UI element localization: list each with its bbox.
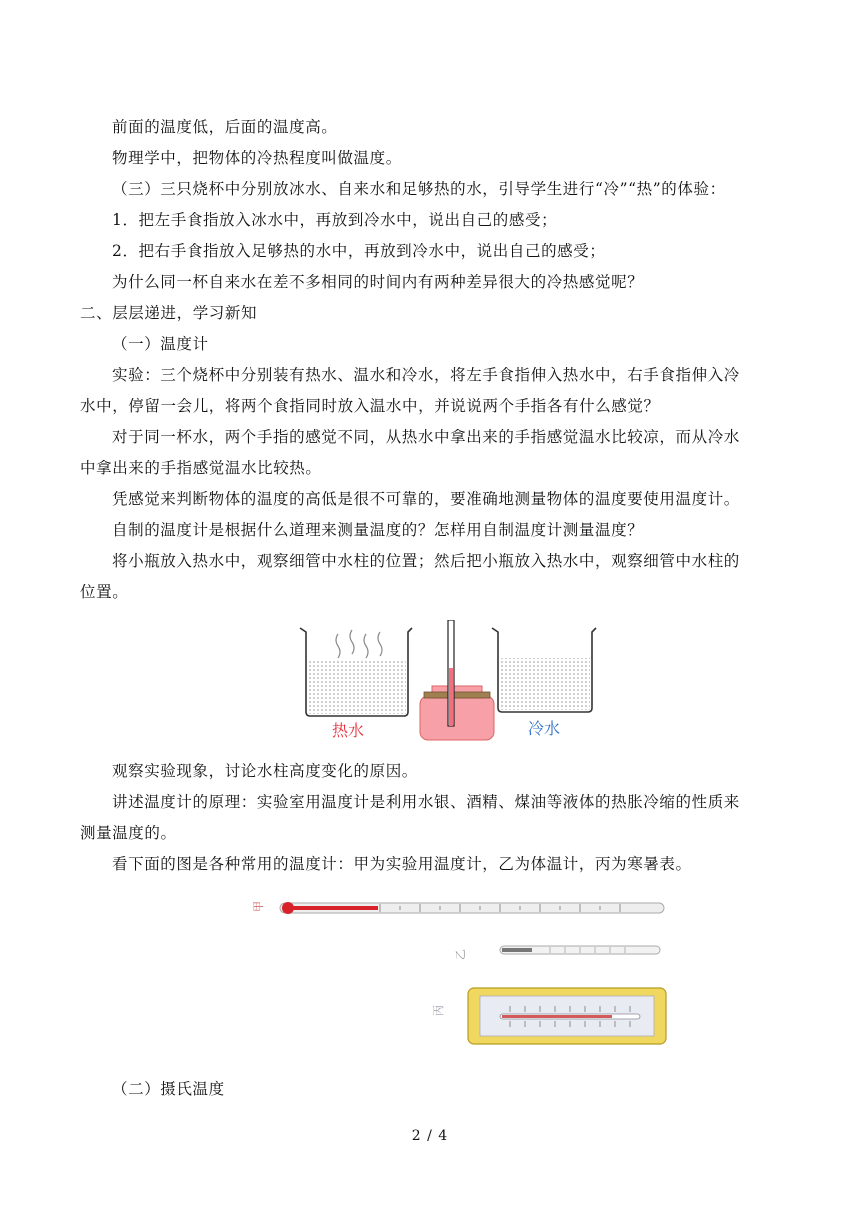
paragraph: 2．把右手食指放入足够热的水中，再放到冷水中，说出自己的感受； [112,242,606,260]
cold-water-beaker [492,628,596,712]
subsection-heading: （一）温度计 [112,335,209,353]
thermometer-experiment-figure [292,620,602,744]
room-thermometer [468,988,666,1044]
paragraph: 凭感觉来判断物体的温度的高低是很不可靠的，要准确地测量物体的温度要使用温度计。 [112,490,740,508]
bottle-with-tube [420,620,494,740]
paragraph: （三）三只烧杯中分别放冰水、自来水和足够热的水，引导学生进行“冷”“热”的体验： [112,180,726,198]
paragraph: 中拿出来的手指感觉温水比较热。 [80,459,322,477]
paragraph: 自制的温度计是根据什么道理来测量温度的？怎样用自制温度计测量温度？ [112,521,644,539]
paragraph: 位置。 [80,583,129,601]
lab-thermometer [280,902,664,914]
paragraph: 实验：三个烧杯中分别装有热水、温水和冷水，将左手食指伸入热水中，右手食指伸入冷 [112,366,740,384]
paragraph: 1．把左手食指放入冰水中，再放到冷水中，说出自己的感受； [112,211,558,229]
thermometer-types-figure [250,888,670,1058]
paragraph: 观察实验现象，讨论水柱高度变化的原因。 [112,762,418,780]
paragraph: 水中，停留一会儿，将两个食指同时放入温水中，并说说两个手指各有什么感觉？ [80,397,660,415]
section-heading: 二、层层递进，学习新知 [80,304,258,322]
clinical-thermometer [500,946,660,954]
label-c: 丙 [432,1005,445,1016]
cold-water-label: 冷水 [528,719,561,738]
paragraph: 为什么同一杯自来水在差不多相同的时间内有两种差异很大的冷热感觉呢？ [112,273,644,291]
subsection-heading: （二）摄氏温度 [112,1080,225,1098]
paragraph: 对于同一杯水，两个手指的感觉不同，从热水中拿出来的手指感觉温水比较凉，而从冷水 [112,428,740,446]
label-b: 乙 [454,949,467,960]
paragraph: 将小瓶放入热水中，观察细管中水柱的位置；然后把小瓶放入热水中，观察细管中水柱的 [112,552,740,570]
hot-water-beaker [300,628,412,716]
paragraph: 测量温度的。 [80,824,177,842]
paragraph: 看下面的图是各种常用的温度计：甲为实验用温度计，乙为体温计，丙为寒暑表。 [112,855,692,873]
paragraph: 物理学中，把物体的冷热程度叫做温度。 [112,149,402,167]
paragraph: 讲述温度计的原理：实验室用温度计是利用水银、酒精、煤油等液体的热胀冷缩的性质来 [112,793,740,811]
label-a: 甲 [252,901,265,912]
hot-water-label: 热水 [332,721,365,740]
paragraph: 前面的温度低，后面的温度高。 [112,118,338,136]
page-number: 2 / 4 [411,1128,449,1144]
